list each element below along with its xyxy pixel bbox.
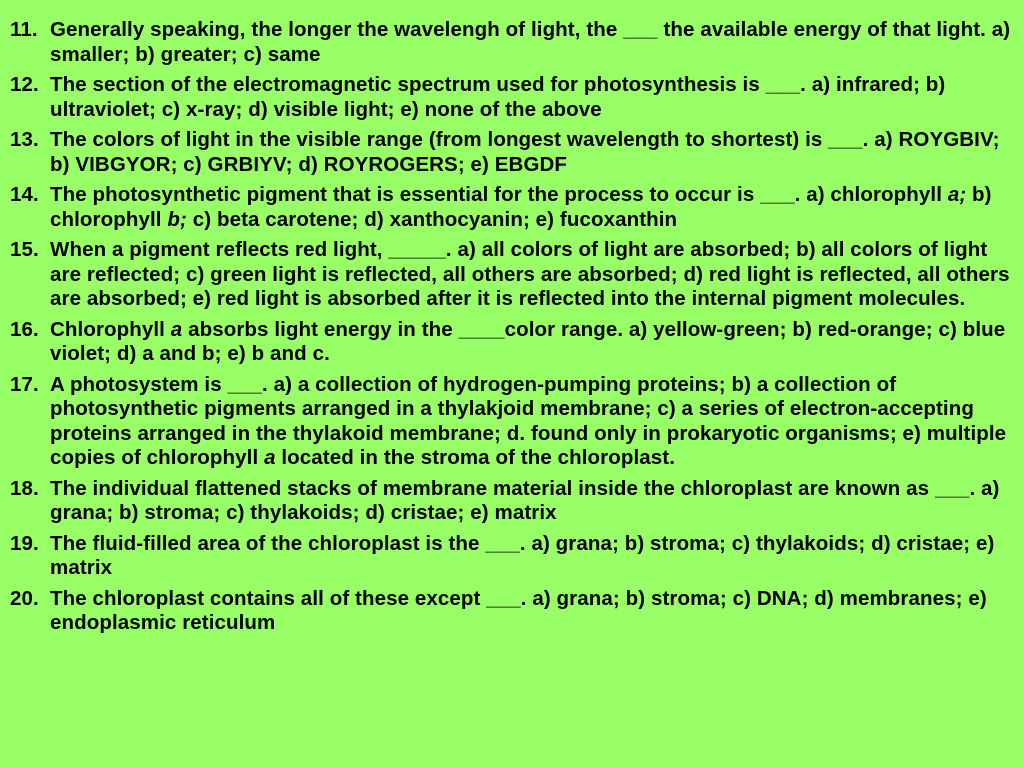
question-16 [10, 318, 1012, 367]
question-text-italic: a; [947, 183, 967, 206]
question-14 [10, 183, 1012, 232]
question-number: 13. [10, 128, 39, 151]
question-17 [10, 373, 1012, 471]
question-19 [10, 532, 1012, 581]
question-15 [10, 238, 1012, 312]
question-number: 12. [10, 73, 39, 96]
question-text: The colors of light in the visible range (from longest wavelength to shortest) is ___. a) ROYGBIV; b) VIBGYOR; c) GRBIYV; d) ROYROGERS; e) EBGDF [50, 128, 1000, 176]
question-text-italic: a [170, 317, 183, 341]
question-text: The section of the electromagnetic spectrum used for photosynthesis is ___. a) infrared; b) ultraviolet; c) x-ray; d) visible light; e) none of the above [50, 73, 946, 121]
question-13 [10, 128, 1012, 177]
question-number: 11. [10, 18, 38, 41]
question-20 [10, 587, 1012, 636]
question-18 [10, 477, 1012, 526]
question-number: 17. [10, 372, 39, 396]
question-number: 14. [10, 183, 39, 206]
question-number: 18. [10, 476, 39, 500]
question-11 [10, 18, 1012, 67]
question-text-part: A photosystem is ___. a) a collection of hydrogen-pumping proteins; b) a collection of photosynthetic pigments arranged in a thylakjoid membrane; c) a series of electron-accepting proteins arranged in the thylakoid membrane; d. found only in prokaryotic organisms; e) multiple copies of chlorophyll [50, 372, 1007, 469]
question-text: The individual flattened stacks of membrane material inside the chloroplast are known as ___. a) grana; b) stroma; c) thylakoids; d) cristae; e) matrix [50, 476, 1000, 524]
question-text-part: b) chlorophyll [50, 183, 992, 231]
question-12 [10, 73, 1012, 122]
question-text-part: absorbs light energy in the ____color range. a) yellow-green; b) red-orange; c) blue violet; d) a and b; e) b and c. [50, 317, 1006, 365]
question-text-italic: b; [167, 207, 187, 231]
question-number: 16. [10, 317, 39, 341]
question-number: 15. [10, 238, 39, 261]
question-text: Generally speaking, the longer the wavelengh of light, the ___ the available energy of that light. a) smaller; b) greater; c) same [50, 18, 1011, 66]
question-text-part: The photosynthetic pigment that is essential for the process to occur is ___. a) chlorophyll [50, 183, 948, 206]
question-text: The chloroplast contains all of these except ___. a) grana; b) stroma; c) DNA; d) membranes; e) endoplasmic reticulum [50, 586, 987, 634]
question-text-part: Chlorophyll [50, 317, 171, 341]
question-number: 20. [10, 586, 39, 610]
question-text: The fluid-filled area of the chloroplast is the ___. a) grana; b) stroma; c) thylakoids; d) cristae; e) matrix [50, 531, 995, 579]
question-text: When a pigment reflects red light, _____. a) all colors of light are absorbed; b) all colors of light are reflected; c) green light is reflected, all others are absorbed; d) red light is reflected, all others are absorbed; e) red light is absorbed after it is reflected into the internal pigment molecules. [50, 238, 1010, 310]
question-text-italic: a [264, 446, 276, 469]
question-number: 19. [10, 531, 39, 555]
question-text-part: c) beta carotene; d) xanthocyanin; e) fucoxanthin [186, 207, 678, 231]
question-text-part: located in the stroma of the chloroplast. [275, 446, 676, 469]
